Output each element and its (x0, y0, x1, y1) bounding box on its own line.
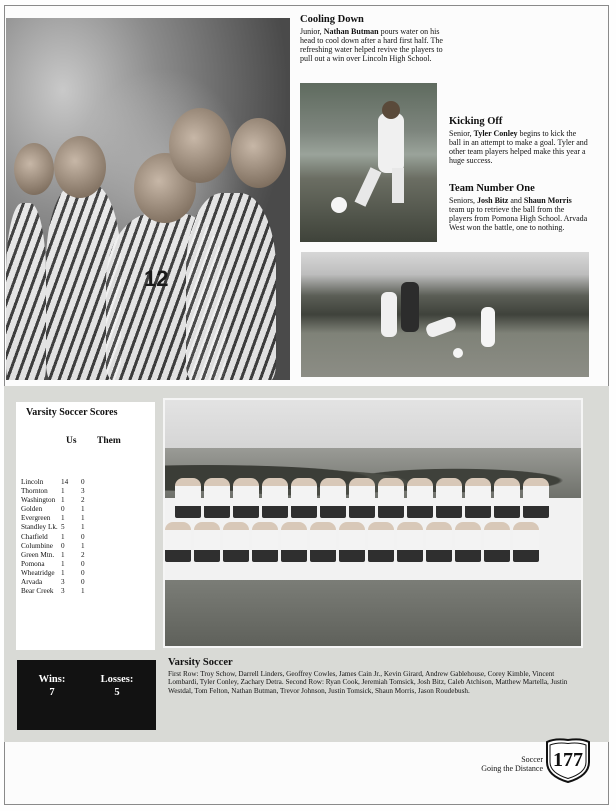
score-row (21, 523, 101, 532)
team-name: Standley Lk. (21, 523, 58, 532)
score-them: 2 (81, 550, 85, 559)
score-row (21, 487, 101, 496)
page-number-badge (543, 736, 593, 783)
scores-table (21, 478, 101, 596)
losses-value: 5 (114, 687, 120, 698)
column-us: Us (66, 436, 77, 446)
score-us: 0 (61, 505, 65, 514)
team-name: Pomona (21, 559, 45, 568)
team-name: Thornton (21, 487, 48, 496)
score-them: 0 (81, 568, 85, 577)
caption-text: pours water on his head to cool down after a hard first half. The refreshing water helped revive the players to pull out a win over Lincoln High School. (300, 26, 443, 63)
caption-name: Nathan Butman (323, 26, 379, 36)
page-number: 177 (553, 749, 583, 771)
score-us: 1 (61, 568, 65, 577)
scores-title: Varsity Soccer Scores (26, 407, 118, 418)
roster-text (168, 670, 580, 695)
team-name: Evergreen (21, 514, 51, 523)
score-row (21, 551, 101, 560)
caption-name: Tyler Conley (473, 128, 518, 138)
score-them: 1 (81, 587, 85, 596)
team-name: Lincoln (21, 478, 44, 486)
caption-name: Josh Bitz (477, 195, 509, 205)
kicking-off-photo (300, 83, 437, 242)
score-them: 0 (81, 559, 85, 568)
score-row (21, 587, 101, 596)
score-row (21, 569, 101, 578)
score-us: 1 (61, 532, 65, 541)
column-them: Them (97, 436, 121, 446)
season-record (17, 660, 156, 730)
caption-text: Seniors, (449, 195, 477, 205)
score-us: 3 (61, 587, 65, 596)
team-number-one-photo (301, 252, 589, 377)
footer-subtitle: Going the Distance (481, 764, 543, 773)
score-them: 1 (81, 523, 85, 532)
team-name: Columbine (21, 541, 53, 550)
score-row (21, 578, 101, 587)
team-name: Wheatridge (21, 568, 55, 577)
score-us: 14 (61, 478, 69, 486)
score-us: 1 (61, 559, 65, 568)
caption-text: Senior, (449, 128, 474, 138)
score-them: 3 (81, 487, 85, 496)
varsity-team-photo (163, 398, 583, 648)
score-them: 1 (81, 541, 85, 550)
team-name: Chatfield (21, 532, 48, 541)
caption-name: Shaun Morris (523, 195, 572, 205)
score-row (21, 496, 101, 505)
losses-label: Losses: (100, 674, 134, 685)
second-row-label: Second Row: (283, 678, 324, 687)
score-us: 1 (61, 487, 65, 496)
cooling-down-photo (6, 18, 290, 380)
team-name: Green Mtn. (21, 550, 55, 559)
caption-text: Junior, (300, 26, 324, 36)
team-name: Arvada (21, 578, 43, 587)
caption-heading: Kicking Off (449, 116, 503, 127)
wins (27, 674, 77, 698)
team-name: Golden (21, 505, 43, 514)
wins-label: Wins: (38, 674, 66, 685)
caption-heading: Team Number One (449, 183, 535, 194)
caption-team-number-one (449, 183, 589, 233)
wins-value: 7 (49, 687, 55, 698)
footer-section: Soccer (521, 755, 543, 764)
first-row-label: First Row: (168, 670, 199, 678)
roster-title: Varsity Soccer (168, 657, 233, 668)
team-name: Bear Creek (21, 587, 54, 596)
score-us: 1 (61, 550, 65, 559)
score-row (21, 560, 101, 569)
second-row-names: Ryan Cook, Jeremiah Tomsick, Josh Bitz, Caleb Atchison, Matthew Martella, Justin Westdal, Tom Felton, Nathan Butman, Trevor Johnson, Justin Tomsick, Shaun Morris, Jason Roudebush. (168, 678, 568, 695)
team-name: Washington (21, 496, 56, 505)
score-them: 1 (81, 514, 85, 523)
score-row (21, 533, 101, 542)
caption-heading: Cooling Down (300, 14, 364, 25)
score-them: 0 (81, 478, 85, 486)
score-us: 3 (61, 578, 65, 587)
score-them: 1 (81, 505, 85, 514)
score-row (21, 514, 101, 523)
score-them: 2 (81, 496, 85, 505)
score-them: 0 (81, 532, 85, 541)
score-us: 0 (61, 541, 65, 550)
score-us: 1 (61, 496, 65, 505)
caption-text: begins to kick the ball in an attempt to make a goal. Tyler and other team players helped make this year a huge success. (449, 128, 588, 165)
caption-text: team up to retrieve the ball from the players from Pomona High School. Arvada West won the battle, one to nothing. (449, 204, 588, 232)
score-us: 5 (61, 523, 65, 532)
score-row (21, 478, 101, 487)
score-row (21, 505, 101, 514)
first-row-names: Troy Schow, Darrell Linders, Geoffrey Cowles, James Cain Jr., Kevin Girard, Andrew Gablehouse, Corey Kimble, Vincent Lombardi, Tyler Conley, Zachary Detra. (168, 670, 555, 687)
score-row (21, 542, 101, 551)
caption-text: and (508, 195, 524, 205)
caption-kicking-off (449, 116, 589, 166)
caption-cooling-down (300, 14, 445, 64)
losses (92, 674, 142, 698)
jersey-number: 12 (144, 266, 169, 291)
score-them: 0 (81, 578, 85, 587)
score-us: 1 (61, 514, 65, 523)
